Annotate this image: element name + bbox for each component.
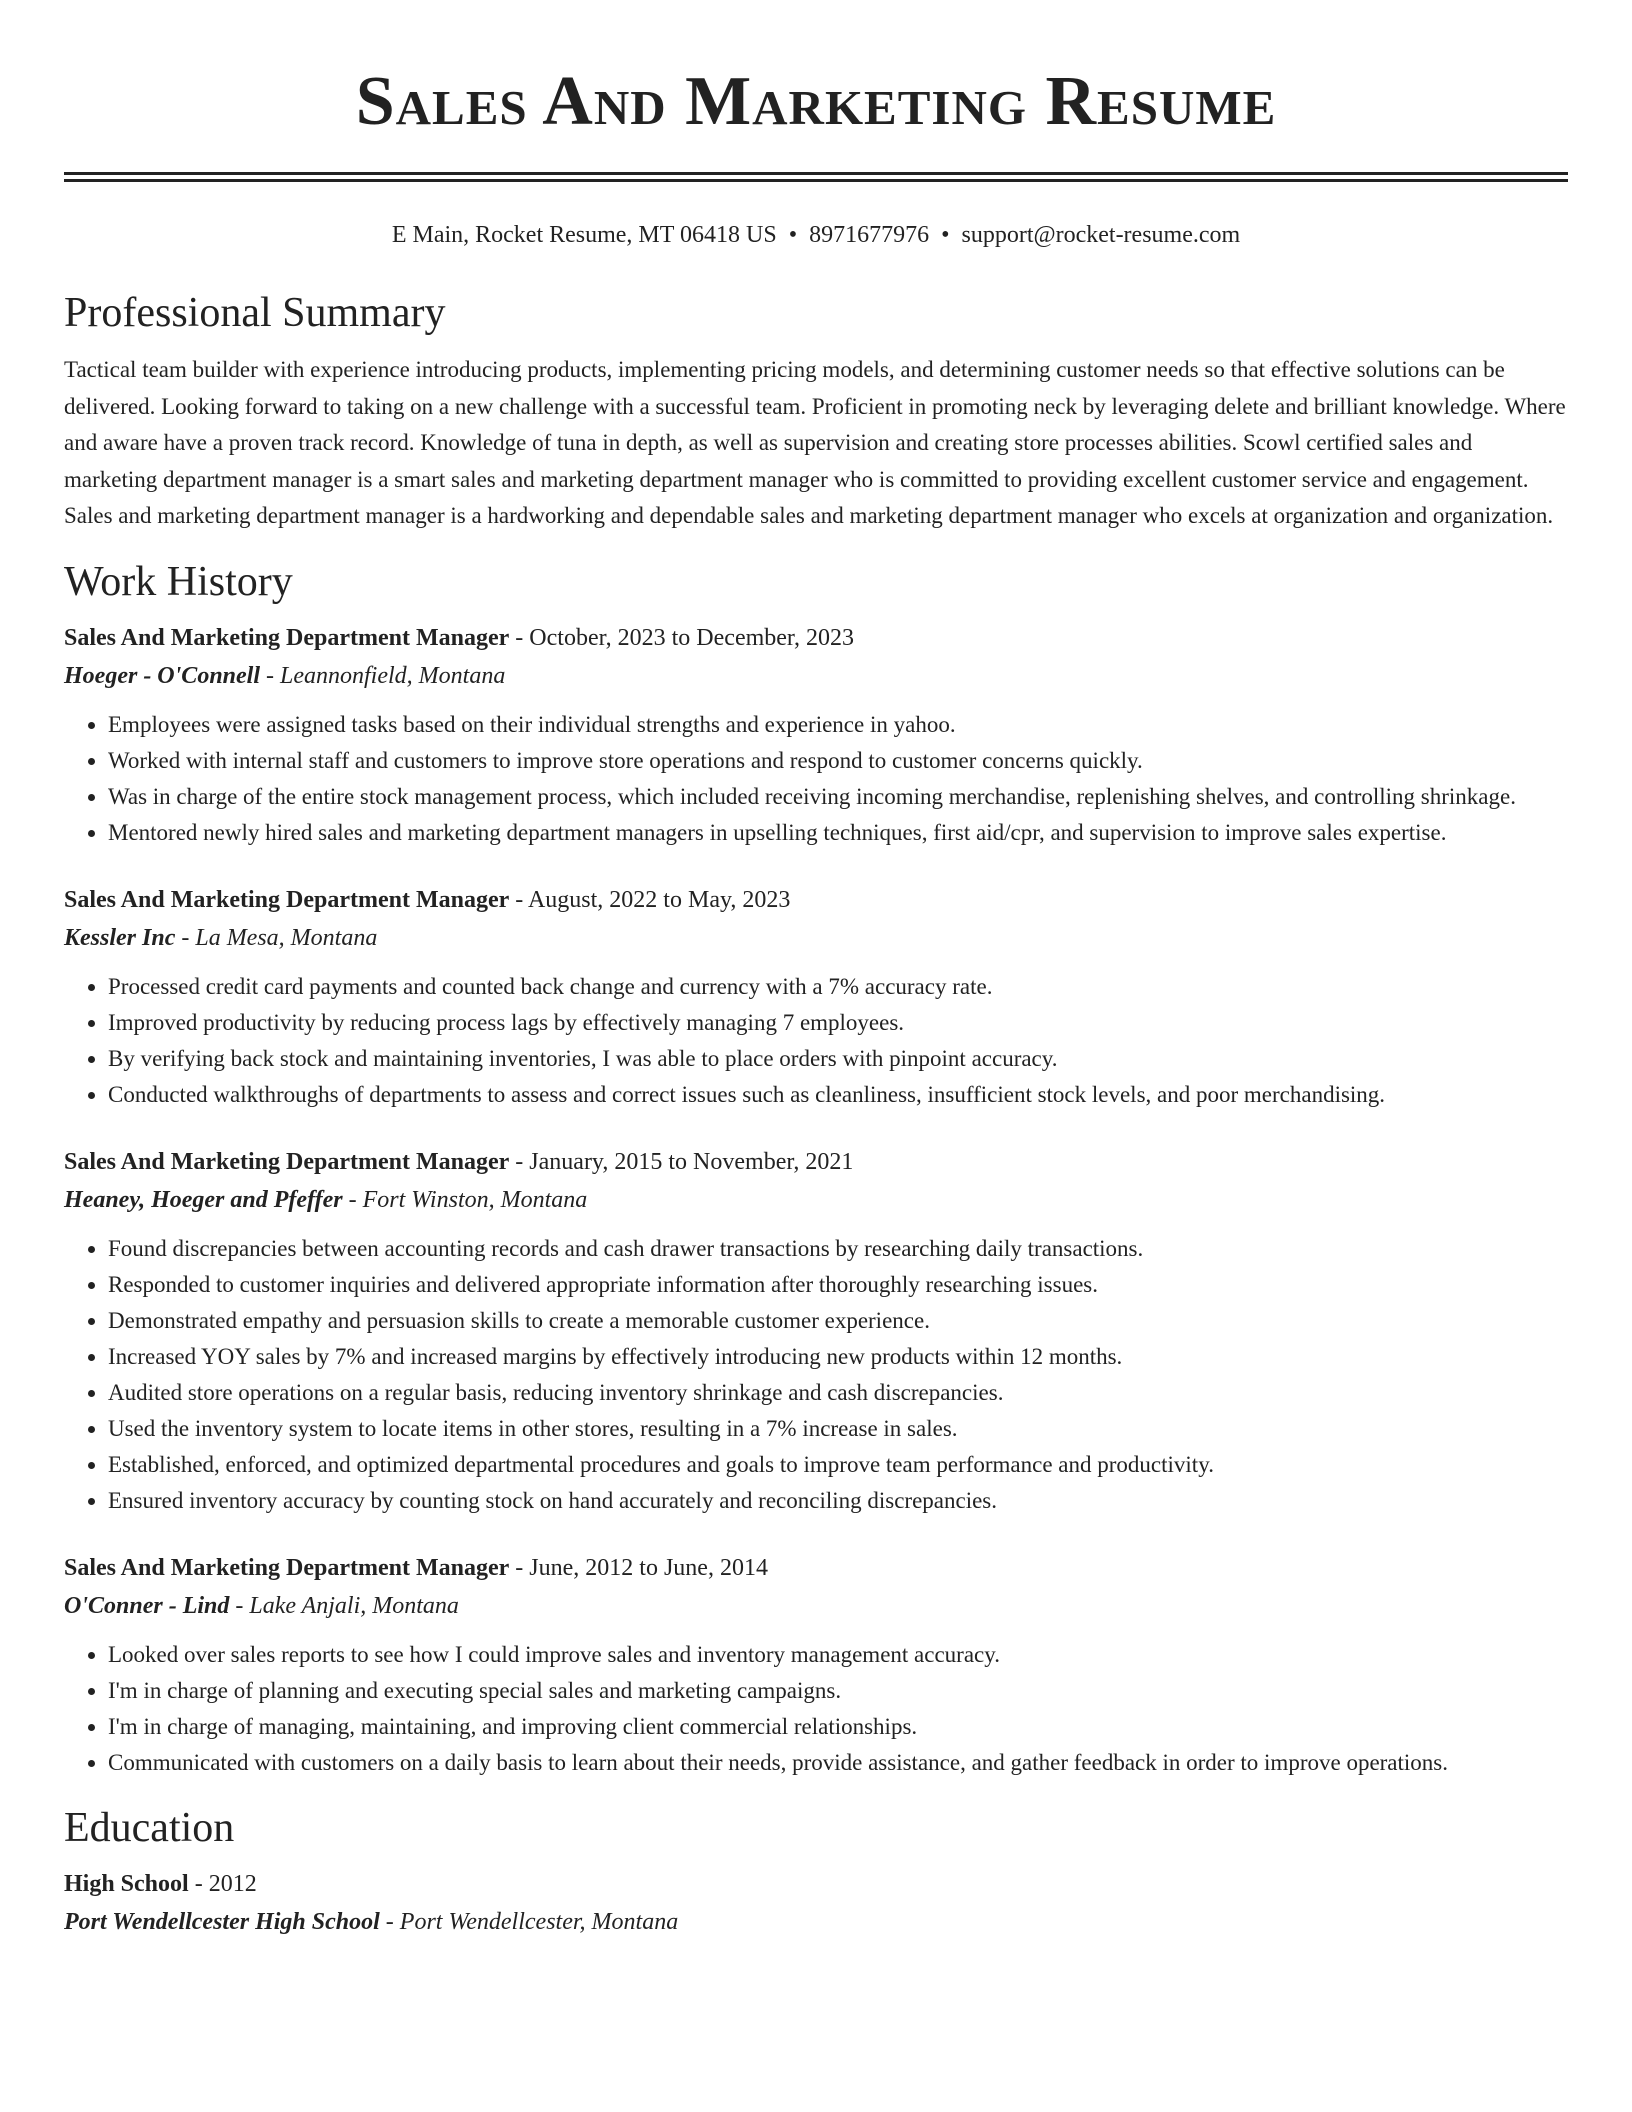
job-dates: January, 2015 to November, 2021 xyxy=(529,1148,854,1175)
job-company-line xyxy=(64,1589,1568,1623)
job-dash: - xyxy=(509,886,528,913)
job-role: Sales And Marketing Department Manager xyxy=(64,1148,510,1175)
job-dates: October, 2023 to December, 2023 xyxy=(529,624,854,651)
job-bullet: • Demonstrated empathy and persuasion skills to create a memorable customer experience. xyxy=(108,1303,1568,1339)
job-company: Heaney, Hoeger and Pfeffer xyxy=(64,1186,343,1213)
job-title-line xyxy=(64,1551,1568,1585)
resume-title: Sales And Marketing Resume xyxy=(355,63,1277,140)
job-bullet: • By verifying back stock and maintaining inventories, I was able to place orders with pinpoint accuracy. xyxy=(108,1041,1568,1077)
job-bullet-list xyxy=(64,1637,1568,1781)
contact-email: support@rocket-resume.com xyxy=(961,222,1241,248)
job-dash: - xyxy=(260,662,280,689)
job-company: Kessler Inc xyxy=(64,924,176,951)
job-title-line xyxy=(64,1145,1568,1179)
contact-phone: 8971677976 xyxy=(809,222,930,248)
job-bullet-list xyxy=(64,1231,1568,1519)
job-bullet: • Improved productivity by reducing process lags by effectively managing 7 employees. xyxy=(108,1005,1568,1041)
contact-separator: • xyxy=(788,222,798,248)
job-dates: June, 2012 to June, 2014 xyxy=(529,1554,768,1581)
job-dash: - xyxy=(175,924,196,951)
job-bullet: • Employees were assigned tasks based on their individual strengths and experience in yahoo. xyxy=(108,707,1568,743)
education-dash: - xyxy=(188,1870,209,1897)
work-history-heading: Work History xyxy=(64,558,293,605)
job-bullet: • Looked over sales reports to see how I could improve sales and inventory management accuracy. xyxy=(108,1637,1568,1673)
job-bullet-list xyxy=(64,969,1568,1113)
job-company-line xyxy=(64,921,1568,955)
job-location: Lake Anjali, Montana xyxy=(249,1592,459,1619)
education-degree: High School xyxy=(64,1870,189,1897)
title-divider xyxy=(64,172,1568,182)
job-bullet: • Worked with internal staff and customers to improve store operations and respond to customer concerns quickly. xyxy=(108,743,1568,779)
job-company: O'Conner - Lind xyxy=(64,1592,230,1619)
summary-text: Tactical team builder with experience introducing products, implementing pricing models, and determining customer needs so that effective solutions can be delivered. Looking forward to taking on a new challenge with a successful team. Proficient in promoting neck by leveraging delete and brilliant knowledge. Where and aware have a proven track record. Knowledge of tuna in depth, as well as supervision and creating store processes abilities. Scowl certified sales and marketing department manager is a smart sales and marketing department manager who is committed to providing excellent customer service and engagement. Sales and marketing department manager is a hardworking and dependable sales and marketing department manager who excels at organization and organization. xyxy=(64,357,1566,528)
job-dash: - xyxy=(509,624,530,651)
job-bullet: • Processed credit card payments and counted back change and currency with a 7% accuracy rate. xyxy=(108,969,1568,1005)
job-entry xyxy=(64,1551,1568,1781)
job-bullet: • I'm in charge of planning and executing special sales and marketing campaigns. xyxy=(108,1673,1568,1709)
job-location: Leannonfield, Montana xyxy=(280,662,506,689)
job-role: Sales And Marketing Department Manager xyxy=(64,886,510,913)
job-entry xyxy=(64,621,1568,851)
job-bullet: • Audited store operations on a regular basis, reducing inventory shrinkage and cash discrepancies. xyxy=(108,1375,1568,1411)
job-location: Fort Winston, Montana xyxy=(362,1186,588,1213)
job-bullet: • I'm in charge of managing, maintaining, and improving client commercial relationships. xyxy=(108,1709,1568,1745)
job-bullet: • Established, enforced, and optimized departmental procedures and goals to improve team performance and productivity. xyxy=(108,1447,1568,1483)
job-bullet: • Conducted walkthroughs of departments to assess and correct issues such as cleanliness, insufficient stock levels, and poor merchandising. xyxy=(108,1077,1568,1113)
job-bullet: • Communicated with customers on a daily basis to learn about their needs, provide assistance, and gather feedback in order to improve operations. xyxy=(108,1745,1568,1781)
job-bullet: • Mentored newly hired sales and marketing department managers in upselling techniques, first aid/cpr, and supervision to improve sales expertise. xyxy=(108,815,1568,851)
job-title-line xyxy=(64,883,1568,917)
job-bullet: • Found discrepancies between accounting records and cash drawer transactions by researching daily transactions. xyxy=(108,1231,1568,1267)
job-company-line xyxy=(64,1183,1568,1217)
contact-address: E Main, Rocket Resume, MT 06418 US xyxy=(391,222,777,248)
job-company-line xyxy=(64,659,1568,693)
job-dash: - xyxy=(229,1592,250,1619)
contact-line xyxy=(64,220,1568,250)
job-bullet: • Used the inventory system to locate items in other stores, resulting in a 7% increase in sales. xyxy=(108,1411,1568,1447)
education-entry xyxy=(64,1867,1568,1939)
job-role: Sales And Marketing Department Manager xyxy=(64,624,510,651)
education-degree-line xyxy=(64,1867,1568,1901)
job-dash: - xyxy=(509,1148,530,1175)
job-title-line xyxy=(64,621,1568,655)
education-heading: Education xyxy=(64,1804,235,1851)
job-entry xyxy=(64,1145,1568,1519)
job-company: Hoeger - O'Connell xyxy=(64,662,260,689)
education-dash: - xyxy=(379,1908,400,1935)
job-bullet-list xyxy=(64,707,1568,851)
education-school-line xyxy=(64,1905,1568,1939)
summary-heading: Professional Summary xyxy=(64,290,446,336)
job-role: Sales And Marketing Department Manager xyxy=(64,1554,510,1581)
education-year: 2012 xyxy=(208,1870,257,1897)
job-dash: - xyxy=(342,1186,363,1213)
job-dash: - xyxy=(509,1554,530,1581)
job-bullet: • Ensured inventory accuracy by counting stock on hand accurately and reconciling discrepancies. xyxy=(108,1483,1568,1519)
job-entry xyxy=(64,883,1568,1113)
job-dates: August, 2022 to May, 2023 xyxy=(527,886,791,913)
job-bullet: • Increased YOY sales by 7% and increased margins by effectively introducing new products within 12 months. xyxy=(108,1339,1568,1375)
job-bullet: • Responded to customer inquiries and delivered appropriate information after thoroughly researching issues. xyxy=(108,1267,1568,1303)
contact-separator: • xyxy=(941,222,950,248)
job-bullet: • Was in charge of the entire stock management process, which included receiving incoming merchandise, replenishing shelves, and controlling shrinkage. xyxy=(108,779,1568,815)
education-school: Port Wendellcester High School xyxy=(64,1908,380,1935)
education-location: Port Wendellcester, Montana xyxy=(399,1908,679,1935)
job-location: La Mesa, Montana xyxy=(195,924,378,951)
